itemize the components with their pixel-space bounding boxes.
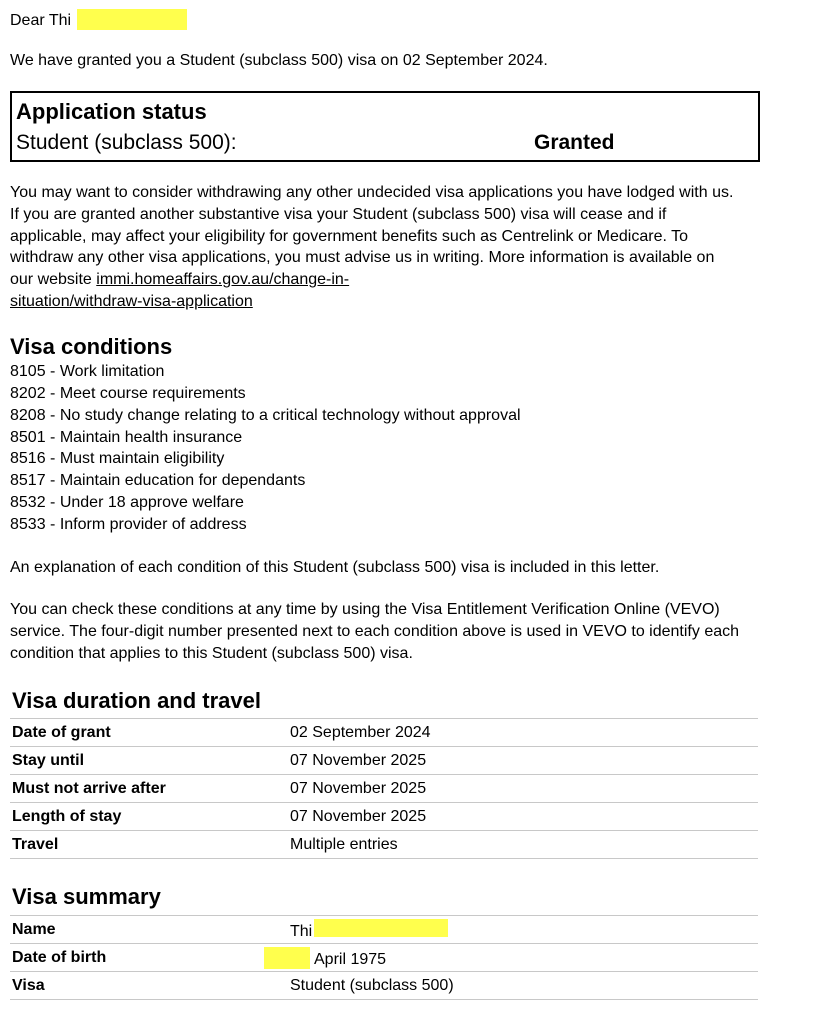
visa-conditions-heading: Visa conditions xyxy=(10,334,173,359)
visa-summary-table xyxy=(10,915,758,1000)
vevo-paragraph: You can check these conditions at any time by using the Visa Entitlement Verification Online (VEVO) service. The four-digit number presented next to each condition above is used in VEVO to identify each condition that applies to this Student (subclass 500) visa. xyxy=(10,601,740,662)
name-value: Thi xyxy=(290,922,313,940)
list-item: 8501 - Maintain health insurance xyxy=(10,428,243,446)
row-value: 02 September 2024 xyxy=(290,723,431,741)
withdraw-info-link-cont[interactable]: situation/withdraw-visa-application xyxy=(10,292,253,310)
table-row xyxy=(10,944,758,972)
row-label: Name xyxy=(12,920,56,938)
row-value: Student (subclass 500) xyxy=(290,976,454,994)
row-label: Visa xyxy=(12,976,45,994)
status-value: Granted xyxy=(534,131,615,154)
table-row xyxy=(10,803,758,831)
table-row xyxy=(10,831,758,859)
list-item: 8532 - Under 18 approve welfare xyxy=(10,494,244,512)
list-item: 8202 - Meet course requirements xyxy=(10,384,246,402)
row-value: 07 November 2025 xyxy=(290,807,427,825)
row-value: 07 November 2025 xyxy=(290,751,427,769)
row-label: Travel xyxy=(12,835,59,853)
greeting xyxy=(10,9,187,30)
table-row xyxy=(10,916,758,944)
list-item: 8105 - Work limitation xyxy=(10,363,165,380)
row-value xyxy=(288,916,758,944)
application-status-box xyxy=(10,91,760,162)
list-item: 8208 - No study change relating to a critical technology without approval xyxy=(10,406,521,424)
explanation-paragraph: An explanation of each condition of this Student (subclass 500) visa is included in this letter. xyxy=(10,559,660,576)
dob-value: April 1975 xyxy=(314,950,387,968)
row-label: Stay until xyxy=(12,751,85,769)
visa-summary-heading: Visa summary xyxy=(12,884,161,909)
visa-duration-table xyxy=(10,718,758,859)
list-item: 8517 - Maintain education for dependants xyxy=(10,472,306,490)
redaction-mark xyxy=(264,947,310,969)
row-label: Must not arrive after xyxy=(12,779,166,797)
withdraw-info-link[interactable]: immi.homeaffairs.gov.au/change-in- xyxy=(96,271,350,289)
row-label: Date of birth xyxy=(12,948,107,966)
greeting-text: Dear Thi xyxy=(10,12,72,29)
row-value xyxy=(288,944,758,972)
row-label: Date of grant xyxy=(12,723,111,741)
table-row xyxy=(10,775,758,803)
table-row xyxy=(10,972,758,1000)
status-box-title: Application status xyxy=(16,99,207,124)
row-value: Multiple entries xyxy=(290,835,398,853)
row-label: Length of stay xyxy=(12,807,122,825)
redaction-mark xyxy=(77,9,187,30)
redaction-mark xyxy=(314,919,448,937)
row-value: 07 November 2025 xyxy=(290,779,427,797)
withdraw-paragraph xyxy=(10,182,738,313)
conditions-list xyxy=(10,361,521,536)
grant-sentence: We have granted you a Student (subclass 500) visa on 02 September 2024. xyxy=(10,52,548,69)
table-row xyxy=(10,747,758,775)
list-item: 8516 - Must maintain eligibility xyxy=(10,450,225,468)
withdraw-text: You may want to consider withdrawing any other undecided visa applications you have lodged with us. If you are granted another substantive visa your Student (subclass 500) visa will cease and if applicable, may affect your eligibility for government benefits such as Centrelink or Medicare. To withdraw any other visa applications, you must advise us in writing. More information is available on our website xyxy=(10,184,734,289)
list-item: 8533 - Inform provider of address xyxy=(10,515,247,533)
visa-duration-heading: Visa duration and travel xyxy=(12,688,262,713)
status-visa-label: Student (subclass 500): xyxy=(16,131,237,154)
table-row xyxy=(10,719,758,747)
